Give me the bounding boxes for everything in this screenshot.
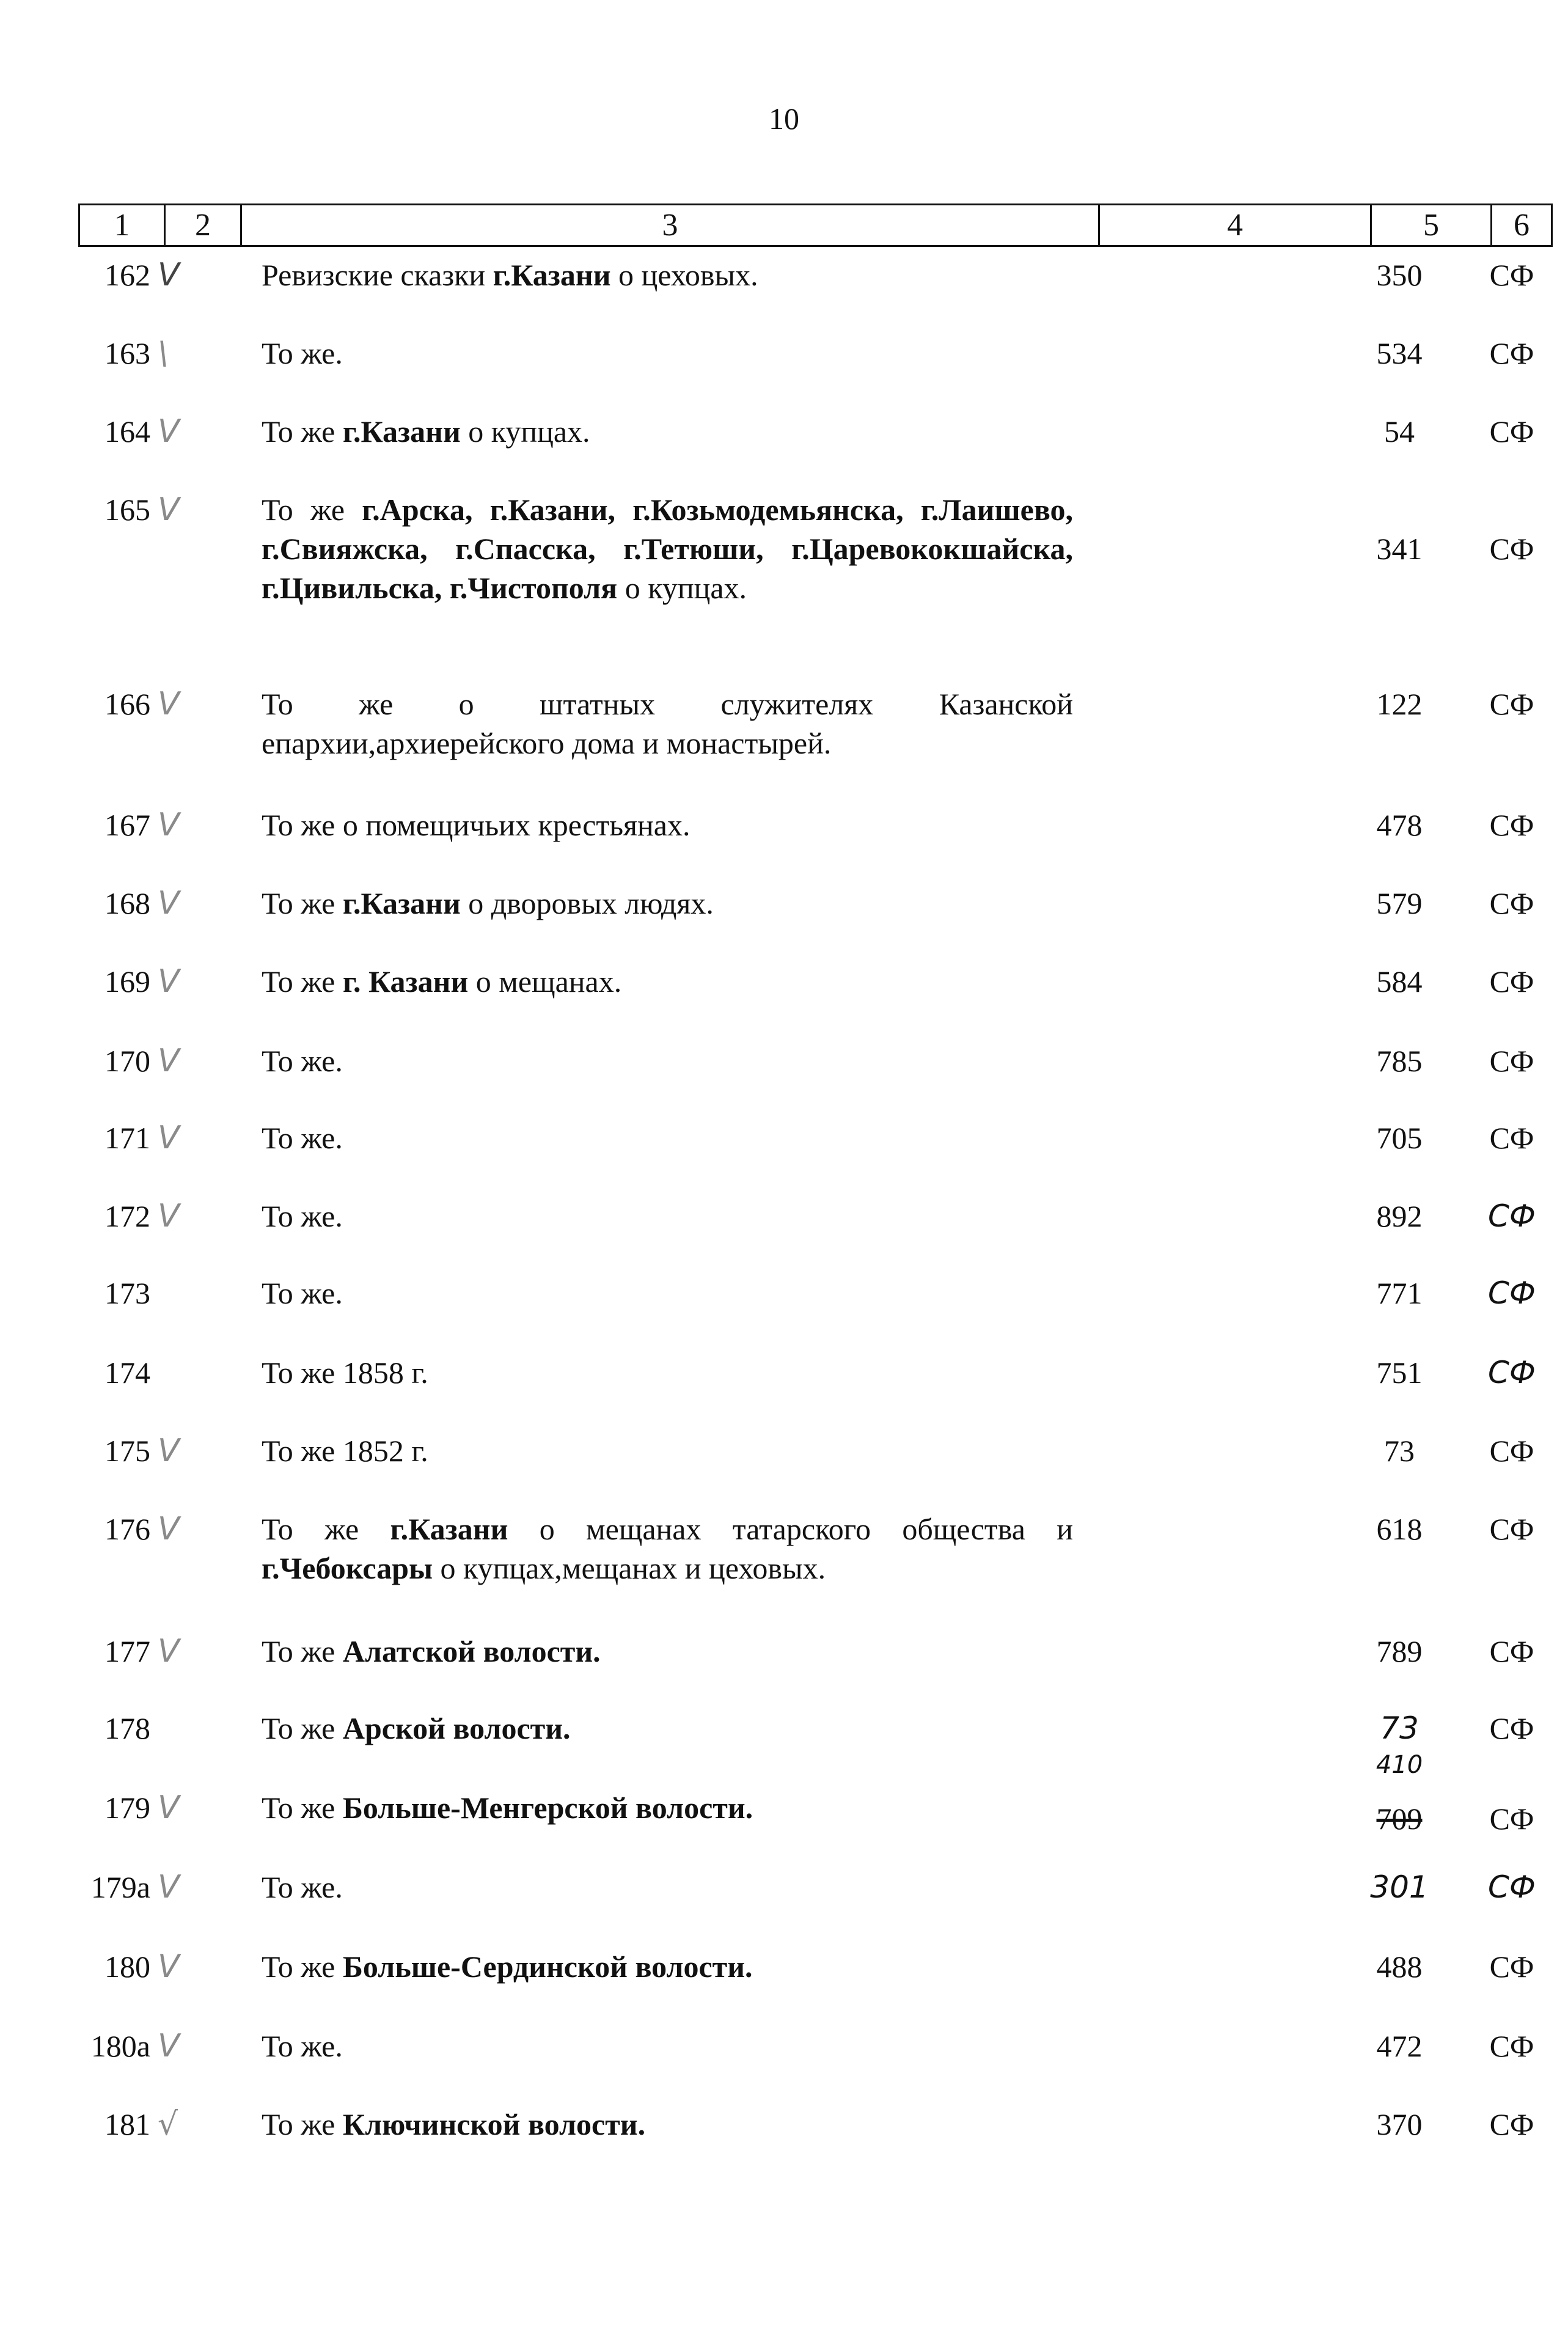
description-text: То же (262, 964, 343, 999)
description-text: То же. (262, 1870, 343, 1904)
description-text: о дворовых людях. (460, 886, 714, 920)
description-text: То же (262, 2107, 343, 2141)
sheet-count: 73 (1384, 1434, 1415, 1468)
fund-code: СФ (1489, 1802, 1534, 1836)
fund-code: СФ (1489, 886, 1534, 920)
fund-code: СФ (1488, 1355, 1536, 1390)
sheet-count: 892 (1376, 1199, 1423, 1233)
item-description (262, 1709, 1073, 1748)
description-text: То же 1858 г. (262, 1355, 428, 1390)
check-mark-icon: V (158, 1869, 180, 1905)
sheet-count: 789 (1376, 1634, 1423, 1668)
description-text: о мещанах татарского общества и (508, 1512, 1073, 1546)
fund-code: СФ (1489, 1121, 1534, 1155)
item-description (262, 962, 1073, 1001)
item-number: 163 (104, 336, 150, 370)
handwritten-correction: 410 (1376, 1751, 1423, 1779)
description-text: То же 1852 г. (262, 1434, 428, 1468)
description-text: о мещанах. (468, 964, 622, 999)
item-description (262, 334, 1073, 373)
item-number: 167 (104, 808, 150, 842)
fund-code: СФ (1488, 1275, 1536, 1311)
check-mark-icon: V (158, 1633, 180, 1670)
item-number: 172 (104, 1199, 150, 1233)
item-description (262, 1353, 1073, 1392)
fund-code: СФ (1488, 1198, 1536, 1234)
check-mark-icon: V (158, 491, 180, 528)
sheet-count: 618 (1376, 1512, 1423, 1546)
sheet-count: 54 (1384, 414, 1415, 449)
fund-code: СФ (1489, 1512, 1534, 1546)
check-mark-icon (158, 1353, 200, 1392)
item-number: 180 (104, 1949, 150, 1984)
description-text: То же (262, 1791, 343, 1825)
fund-code: СФ (1489, 258, 1534, 292)
item-description (262, 1274, 1073, 1313)
item-number: 170 (104, 1044, 150, 1078)
item-description (262, 1788, 1073, 1827)
item-description (262, 1041, 1073, 1080)
check-mark-icon: V (158, 1432, 180, 1469)
check-mark-icon: V (158, 2028, 180, 2064)
sheet-count: 579 (1376, 886, 1423, 920)
item-number: 171 (104, 1121, 150, 1155)
check-mark-icon: √ (158, 2106, 178, 2143)
item-number: 176 (104, 1512, 150, 1546)
sheet-count: 534 (1376, 336, 1423, 370)
fund-code: СФ (1489, 336, 1534, 370)
item-number: 165 (104, 493, 150, 527)
place-name: г.Казани (342, 414, 461, 449)
item-number: 169 (104, 964, 150, 999)
place-name: Арской волости. (342, 1711, 571, 1745)
check-mark-icon: \ (158, 335, 169, 372)
item-description (262, 1632, 1073, 1671)
fund-code: СФ (1489, 1711, 1534, 1745)
check-mark-icon: V (158, 807, 180, 843)
item-description (262, 1947, 1073, 1986)
item-description (262, 1431, 1073, 1470)
check-mark-icon: V (158, 686, 180, 722)
description-text: То же. (262, 1044, 343, 1078)
item-description (262, 684, 1073, 763)
fund-code: СФ (1489, 964, 1534, 999)
item-number: 179 (104, 1791, 150, 1825)
description-text: То же (262, 1634, 343, 1668)
place-name: Алатской волости. (342, 1634, 601, 1668)
place-name: Больше-Менгерской волости. (342, 1791, 753, 1825)
check-mark-icon: V (158, 1120, 180, 1156)
place-name: г.Казани (390, 1512, 508, 1546)
column-header-3: 3 (241, 205, 1099, 246)
check-mark-icon (158, 1709, 200, 1748)
item-number: 168 (104, 886, 150, 920)
check-mark-icon: V (158, 1198, 180, 1234)
place-name: г.Казани (493, 258, 611, 292)
item-number: 178 (104, 1711, 150, 1745)
check-mark-icon (158, 1274, 200, 1313)
column-header-6: 6 (1492, 205, 1552, 246)
column-header-1: 1 (79, 205, 165, 246)
item-number: 181 (104, 2107, 150, 2141)
sheet-count: 705 (1376, 1121, 1423, 1155)
sheet-count: 472 (1376, 2029, 1423, 2063)
fund-code: СФ (1489, 1634, 1534, 1668)
description-text: То же (262, 493, 362, 527)
description-text: о цеховых. (610, 258, 758, 292)
sheet-count: 709 (1376, 1802, 1423, 1836)
item-description (262, 1509, 1073, 1588)
sheet-count: 584 (1376, 964, 1423, 999)
sheet-count: 350 (1376, 258, 1423, 292)
fund-code: СФ (1489, 1949, 1534, 1984)
sheet-count: 751 (1376, 1355, 1423, 1390)
sheet-count: 771 (1376, 1276, 1423, 1310)
item-description (262, 1118, 1073, 1157)
check-mark-icon: V (158, 413, 180, 450)
item-description (262, 1197, 1073, 1236)
description-text: То же. (262, 2029, 343, 2063)
description-text: о купцах,мещанах и цеховых. (433, 1551, 826, 1585)
description-text: о купцах. (460, 414, 590, 449)
description-text: То же. (262, 1276, 343, 1310)
description-text: То же (262, 1512, 390, 1546)
fund-code: СФ (1489, 808, 1534, 842)
check-mark-icon: V (158, 885, 180, 922)
item-description (262, 490, 1073, 607)
column-header-2: 2 (165, 205, 241, 246)
item-number: 175 (104, 1434, 150, 1468)
sheet-count: 341 (1376, 532, 1423, 566)
fund-code: СФ (1489, 1044, 1534, 1078)
fund-code: СФ (1489, 1434, 1534, 1468)
item-number: 162 (104, 258, 150, 292)
sheet-count: 122 (1376, 687, 1423, 721)
fund-code: СФ (1489, 2029, 1534, 2063)
item-number: 174 (104, 1355, 150, 1390)
description-text: о купцах. (617, 571, 747, 605)
place-name: г.Казани (342, 886, 461, 920)
check-mark-icon: V (158, 963, 180, 1000)
description-text: То же (262, 414, 343, 449)
description-text: То же. (262, 1121, 343, 1155)
item-description (262, 805, 1073, 845)
item-description (262, 412, 1073, 451)
item-number: 166 (104, 687, 150, 721)
check-mark-icon: V (158, 1789, 180, 1826)
check-mark-icon: V (158, 1948, 180, 1985)
check-mark-icon: V (158, 257, 180, 293)
column-header-4: 4 (1099, 205, 1371, 246)
sheet-count: 478 (1376, 808, 1423, 842)
item-description (262, 2026, 1073, 2066)
place-name: г. Казани (342, 964, 469, 999)
sheet-count: 301 (1370, 1869, 1429, 1905)
sheet-count: 370 (1376, 2107, 1423, 2141)
description-text: То же (262, 1949, 343, 1984)
place-name: Ключинской волости. (342, 2107, 646, 2141)
item-description (262, 884, 1073, 923)
item-number: 180а (90, 2029, 150, 2063)
description-text: Ревизские сказки (262, 258, 493, 292)
sheet-count: 488 (1376, 1949, 1423, 1984)
place-name: г.Чебоксары (262, 1551, 433, 1585)
item-number: 177 (104, 1634, 150, 1668)
place-name: г.Арска, г.Казани, г.Козьмодемьянска, г.Лаишево, г.Свияжска, г.Спасска, г.Тетюши, г.Царевококшайска, г.Цивильска, г.Чистополя (262, 493, 1073, 605)
item-description (262, 255, 1073, 295)
place-name: Больше-Сердинской волости. (342, 1949, 753, 1984)
sheet-count: 73 (1380, 1711, 1419, 1746)
fund-code: СФ (1489, 687, 1534, 721)
description-text: То же. (262, 336, 343, 370)
fund-code: СФ (1488, 1869, 1536, 1905)
page-number: 10 (769, 101, 799, 136)
description-text: То же (262, 1711, 343, 1745)
item-description (262, 1868, 1073, 1907)
description-text: То же (262, 886, 343, 920)
description-text: То же о помещичьих крестьянах. (262, 808, 691, 842)
sheet-count: 785 (1376, 1044, 1423, 1078)
check-mark-icon: V (158, 1511, 180, 1547)
fund-code: СФ (1489, 532, 1534, 566)
description-text: То же о штатных служителях Казанской епархии,архиерейского дома и монастырей. (262, 687, 1073, 760)
fund-code: СФ (1489, 414, 1534, 449)
item-number: 164 (104, 414, 150, 449)
item-description (262, 2105, 1073, 2144)
column-header-5: 5 (1371, 205, 1492, 246)
check-mark-icon: V (158, 1043, 180, 1079)
description-text: То же. (262, 1199, 343, 1233)
item-number: 173 (104, 1276, 150, 1310)
fund-code: СФ (1489, 2107, 1534, 2141)
item-number: 179а (90, 1870, 150, 1904)
